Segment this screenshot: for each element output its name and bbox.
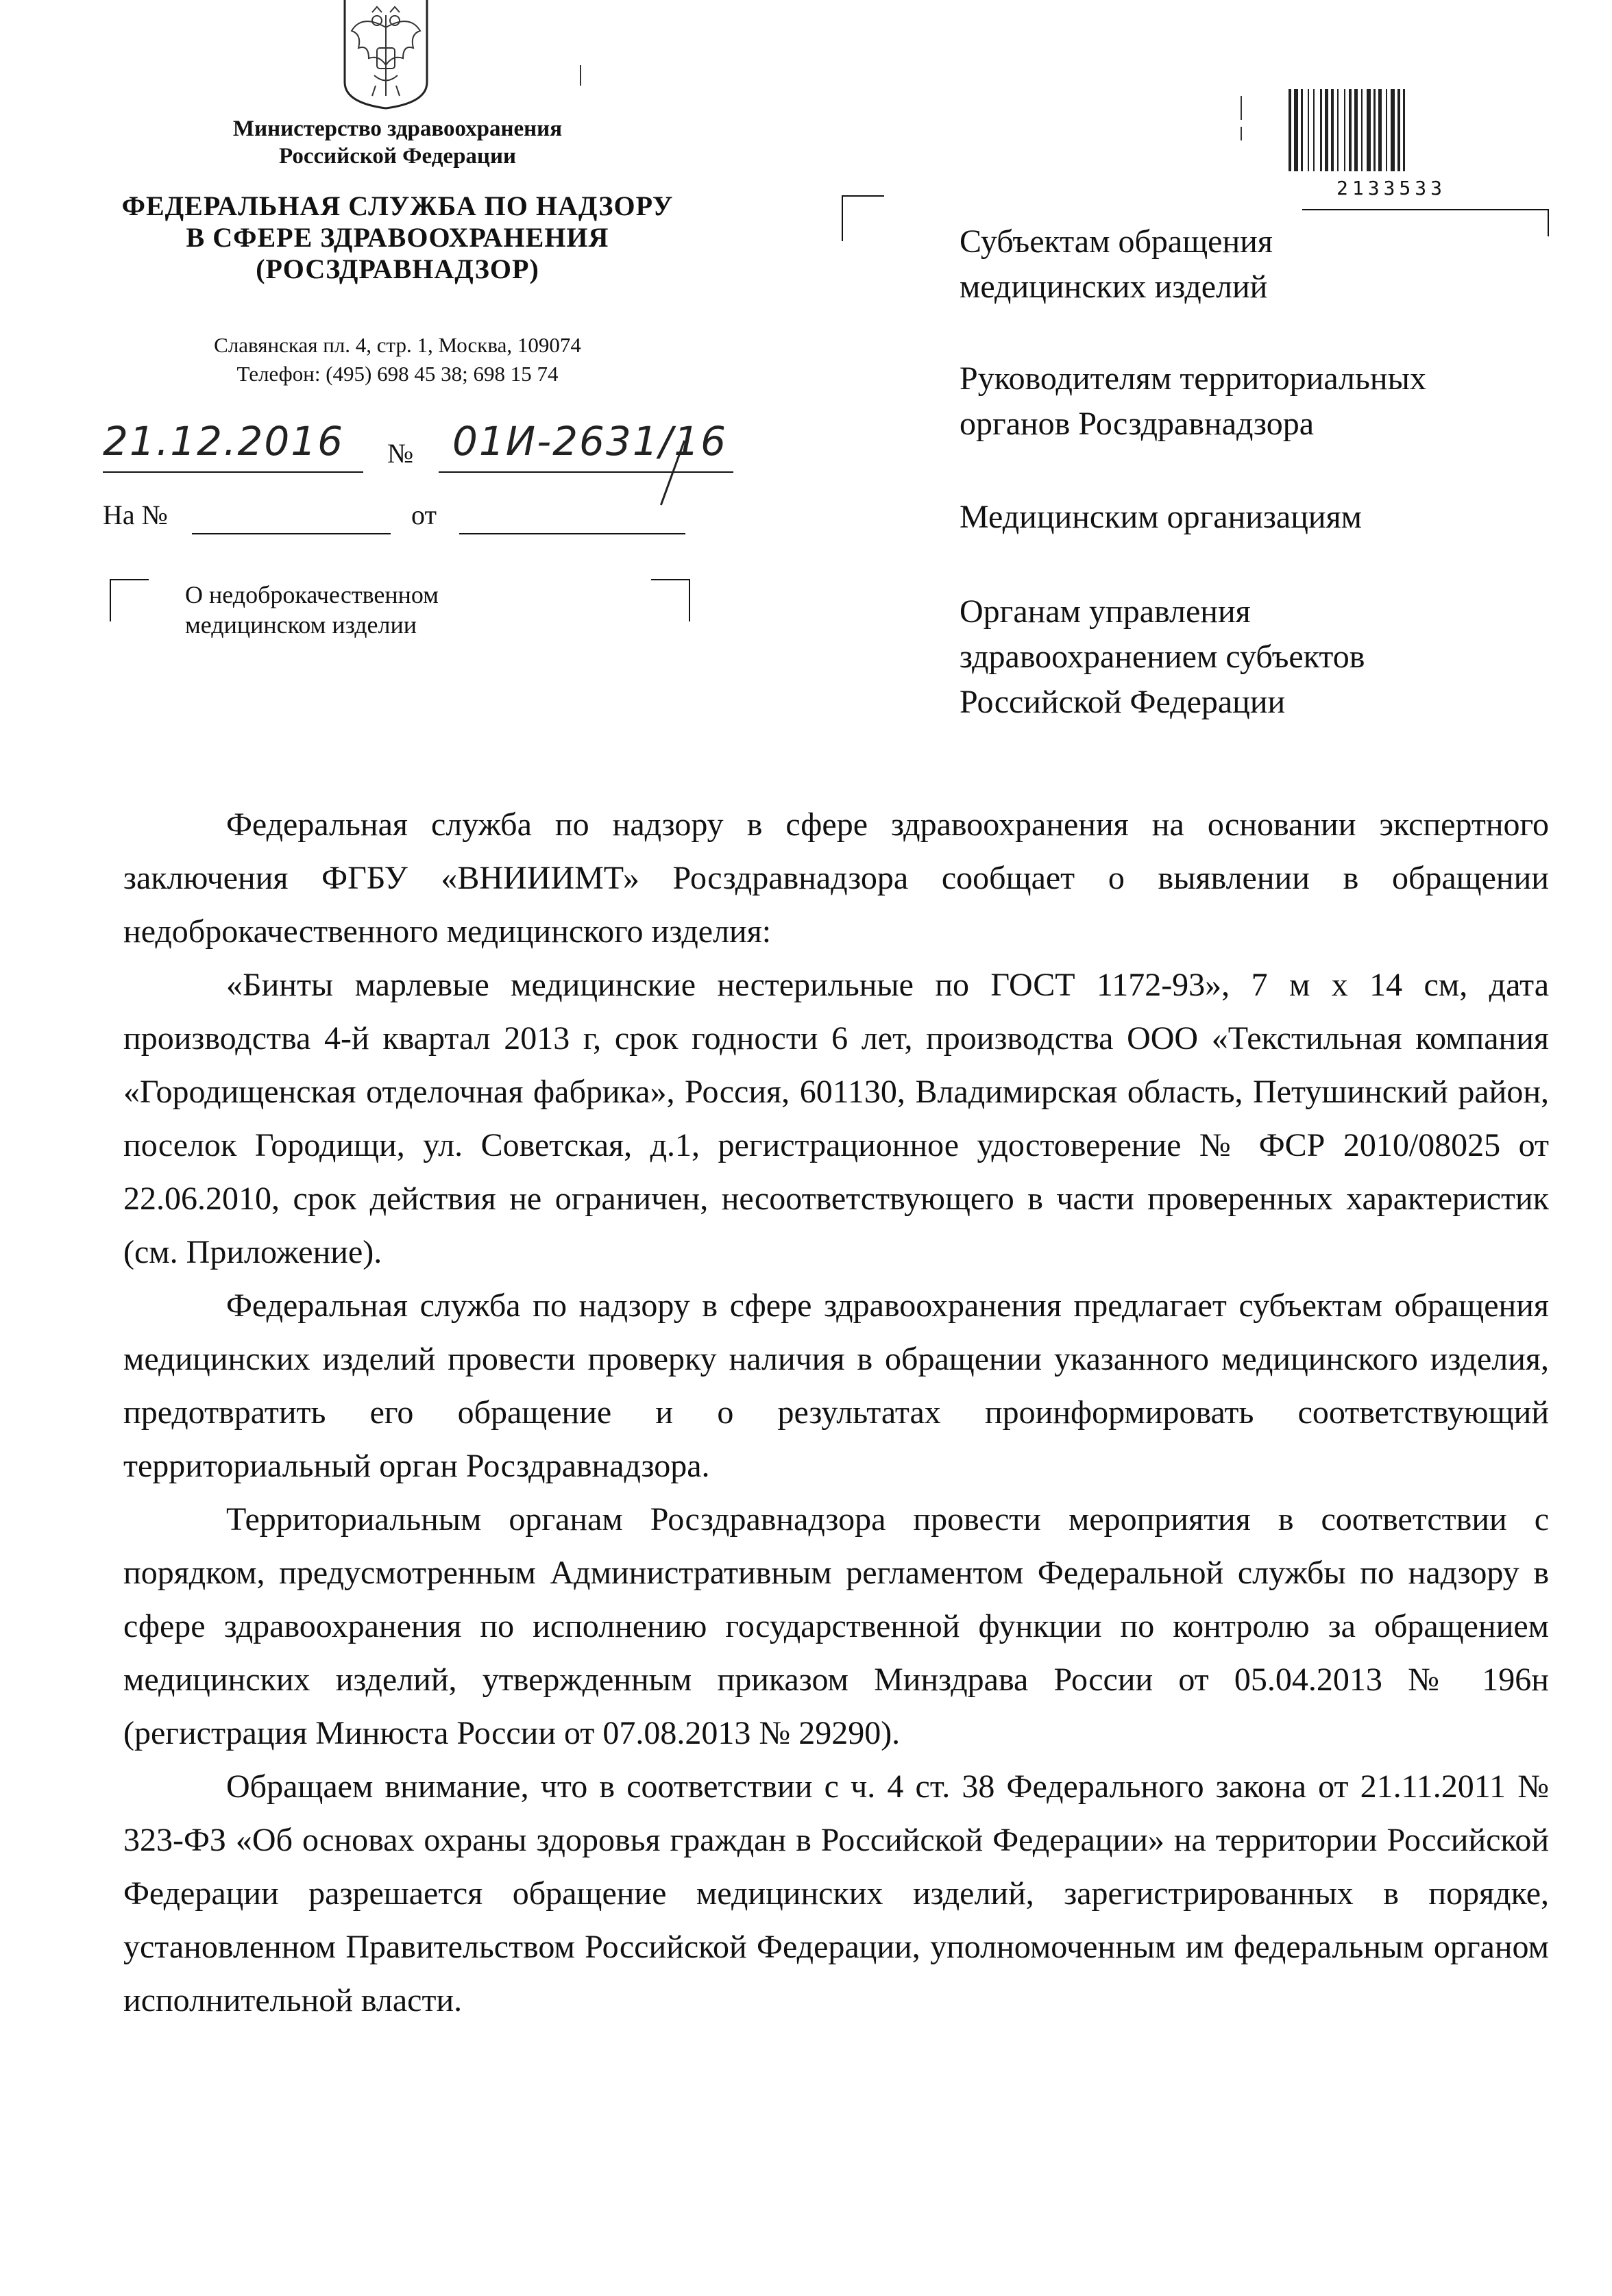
recipient-4 xyxy=(960,589,1563,725)
barcode-bar xyxy=(1289,89,1291,171)
recipient-4-line3: Российской Федерации xyxy=(960,684,1286,720)
subject-corner-left xyxy=(110,579,149,621)
barcode-bar xyxy=(1294,89,1298,171)
barcode-bar xyxy=(1349,89,1352,171)
subject-corner-right xyxy=(651,579,690,621)
barcode-bar xyxy=(1403,89,1405,171)
scan-mark xyxy=(1241,127,1242,140)
barcode-bar xyxy=(1397,89,1400,171)
number-sign: № xyxy=(387,438,414,469)
barcode-bar xyxy=(1378,89,1382,171)
address-line: Славянская пл. 4, стр. 1, Москва, 109074 xyxy=(214,333,581,357)
recipient-2-line1: Руководителям территориальных xyxy=(960,360,1426,397)
service-name-line1: ФЕДЕРАЛЬНАЯ СЛУЖБА ПО НАДЗОРУ xyxy=(121,190,674,221)
barcode-bar xyxy=(1320,89,1322,171)
subject-line1: О недоброкачественном xyxy=(185,581,439,608)
reply-from-line xyxy=(459,533,685,534)
recipient-3 xyxy=(960,495,1563,540)
coat-of-arms-emblem xyxy=(341,0,430,110)
barcode-bar xyxy=(1354,89,1358,171)
reply-from-label: от xyxy=(411,499,437,530)
barcode-bar xyxy=(1301,89,1303,171)
phone-line: Телефон: (495) 698 45 38; 698 15 74 xyxy=(236,362,559,386)
service-name-line2: В СФЕРЕ ЗДРАВООХРАНЕНИЯ xyxy=(186,222,609,253)
barcode-bar xyxy=(1386,89,1387,171)
subject-line2: медицинском изделии xyxy=(185,611,417,639)
service-name-line3: (РОСЗДРАВНАДЗОР) xyxy=(256,254,539,284)
scan-mark xyxy=(580,65,581,86)
recipient-2 xyxy=(960,356,1563,447)
recipient-1 xyxy=(960,219,1563,310)
barcode-bar xyxy=(1344,89,1345,171)
body-paragraph-3: Федеральная служба по надзору в сфере здравоохранения предлагает субъектам обращения медицинских изделий провести проверку наличия в обращении указанного медицинского изделия, предотвратить его обращение и о результатах проинформировать соответствующий территориальный орган Росздравнадзора. xyxy=(123,1287,1549,1484)
number-underline xyxy=(439,471,733,473)
barcode-bar xyxy=(1308,89,1309,171)
recipients-corner-left xyxy=(842,195,884,241)
recipient-1-line1: Субъектам обращения xyxy=(960,223,1273,260)
recipient-2-line2: органов Росздравнадзора xyxy=(960,406,1315,442)
recipient-4-line2: здравоохранением субъектов xyxy=(960,639,1365,675)
ministry-name-line1: Министерство здравоохранения xyxy=(232,116,563,141)
body-paragraph-1: Федеральная служба по надзору в сфере здравоохранения на основании экспертного заключения ФГБУ «ВНИИИМТ» Росздравнадзора сообщает о выявлении в обращении недоброкачественного медицинского изделия: xyxy=(123,806,1549,950)
registration-number: 01И-2631/16 xyxy=(452,418,728,465)
recipient-4-line1: Органам управления xyxy=(960,593,1251,630)
barcode-bar xyxy=(1337,89,1339,171)
barcode-bar xyxy=(1313,89,1315,171)
barcode-bar xyxy=(1367,89,1371,171)
recipient-1-line2: медицинских изделий xyxy=(960,269,1268,305)
body-paragraph-2: «Бинты марлевые медицинские нестерильные по ГОСТ 1172-93», 7 м х 14 см, дата производства 4-й квартал 2013 г, срок годности 6 лет, производства ООО «Текстильная компания «Городищенская отделочная фабрика», Россия, 601130, Владимирская область, Петушинский район, поселок Городищи, ул. Советская, д.1, регистрационное удостоверение № ФСР 2010/08025 от 22.06.2010, срок действия не ограничен, несоответствующего в части проверенных характеристик (см. Приложение). xyxy=(123,967,1549,1270)
registration-date: 21.12.2016 xyxy=(103,418,345,465)
barcode-bar xyxy=(1391,89,1395,171)
recipients-corner-right xyxy=(1302,209,1549,210)
barcode xyxy=(1289,89,1494,178)
barcode-bar xyxy=(1373,89,1376,171)
barcode-number: 2133533 xyxy=(1336,177,1446,199)
date-underline xyxy=(103,471,363,473)
scan-mark xyxy=(1241,96,1242,120)
barcode-bar xyxy=(1361,89,1363,171)
reply-number-line xyxy=(192,533,391,534)
ministry-name-line2: Российской Федерации xyxy=(279,144,516,169)
body-paragraph-5: Обращаем внимание, что в соответствии с ч. 4 ст. 38 Федерального закона от 21.11.2011 № 323-ФЗ «Об основах охраны здоровья граждан в Российской Федерации» на территории Российской Федерации разрешается обращение медицинских изделий, зарегистрированных в порядке, установленном Правительством Российской Федерации, уполномоченным им федеральным органом исполнительной власти. xyxy=(123,1768,1549,2019)
barcode-bar xyxy=(1325,89,1328,171)
reply-number-label: На № xyxy=(103,499,168,530)
body-paragraph-4: Территориальным органам Росздравнадзора провести мероприятия в соответствии с порядком, предусмотренным Административным регламентом Федеральной службы по надзору в сфере здравоохранения по исполнению государственной функции по контролю за обращением медицинских изделий, утвержденным приказом Минздрава России от 05.04.2013 № 196н (регистрация Минюста России от 07.08.2013 № 29290). xyxy=(123,1501,1549,1751)
recipient-3-line1: Медицинским организациям xyxy=(960,499,1363,535)
letter-body xyxy=(123,798,1549,2027)
barcode-bar xyxy=(1331,89,1334,171)
